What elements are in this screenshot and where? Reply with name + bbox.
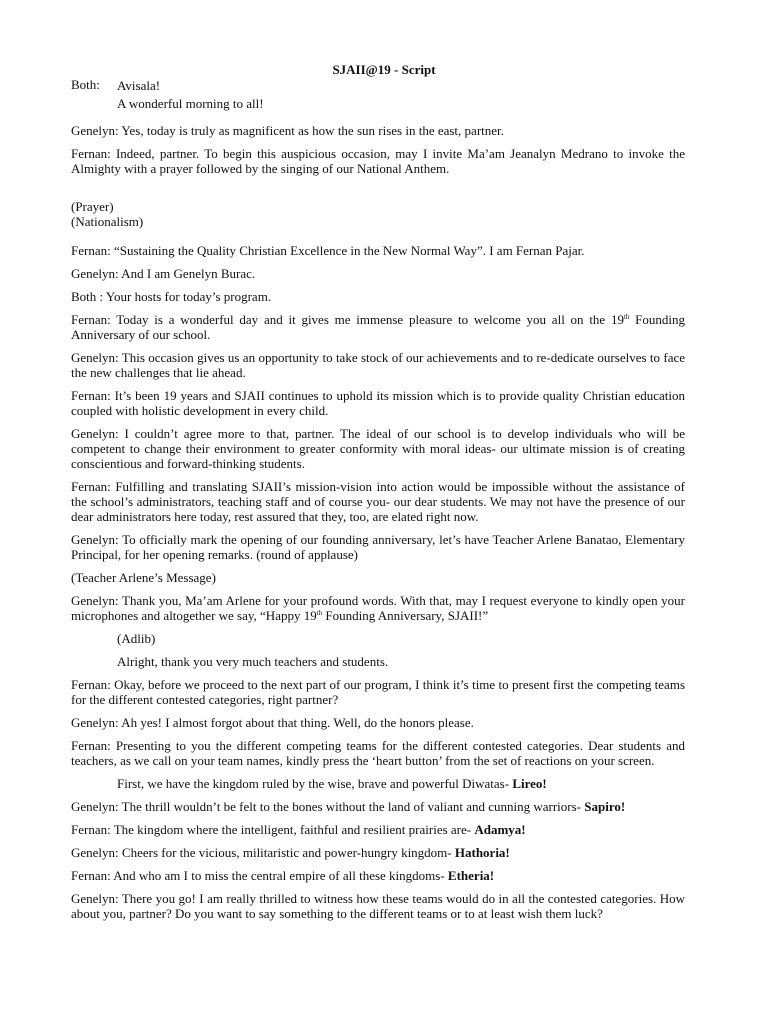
kingdom-intro: Fernan: The kingdom where the intelligent, faithful and resilient prairies are- Adamya!: [71, 822, 526, 837]
kingdom-intro: Fernan: And who am I to miss the central empire of all these kingdoms- Etheria!: [71, 868, 495, 883]
opening-greeting: [71, 77, 685, 113]
paragraph: Fernan: Okay, before we proceed to the next part of our program, I think it’s time to present first the competing teams for the different contested categories, right partner?: [71, 677, 685, 707]
paragraph: Genelyn: Thank you, Ma’am Arlene for your profound words. With that, may I request everyone to kindly open your microphones and altogether we say, “Happy 19th Founding Anniversary, SJAII!”: [71, 593, 685, 623]
kingdom-name: Sapiro!: [584, 799, 626, 814]
paragraph: Alright, thank you very much teachers and students.: [117, 654, 389, 669]
kingdom-name: Etheria!: [447, 868, 495, 883]
paragraph: Genelyn: I couldn’t agree more to that, partner. The ideal of our school is to develop individuals who will be competent to change their environment to greater conformity with moral ideas- our ultimate mission is of creating conscientious and forward-thinking students.: [71, 426, 685, 471]
paragraph: Both : Your hosts for today’s program.: [71, 289, 272, 304]
stage-direction: (Prayer): [71, 199, 114, 214]
speaker-label: Both:: [71, 77, 100, 92]
paragraph: Fernan: Presenting to you the different competing teams for the different contested categories. Dear students and teachers, as we call on your team names, kindly press the ‘heart button’ from the set of reactions on your screen.: [71, 738, 685, 768]
kingdom-intro: Genelyn: The thrill wouldn’t be felt to the bones without the land of valiant and cunning warriors- Sapiro!: [71, 799, 626, 814]
paragraph: Fernan: It’s been 19 years and SJAII continues to uphold its mission which is to provide quality Christian education coupled with holistic development in every child.: [71, 388, 685, 418]
kingdom-intro: Genelyn: Cheers for the vicious, militaristic and power-hungry kingdom- Hathoria!: [71, 845, 510, 860]
greeting-line: A wonderful morning to all!: [117, 96, 264, 111]
paragraph: Fernan: “Sustaining the Quality Christian Excellence in the New Normal Way”. I am Fernan Pajar.: [71, 243, 585, 258]
script-body: [71, 77, 685, 921]
paragraph: Fernan: Indeed, partner. To begin this auspicious occasion, may I invite Ma’am Jeanalyn Medrano to invoke the Almighty with a prayer followed by the singing of our National Anthem.: [71, 146, 685, 176]
paragraph: Genelyn: And I am Genelyn Burac.: [71, 266, 256, 281]
paragraph: Fernan: Fulfilling and translating SJAII’s mission-vision into action would be impossible without the assistance of the school’s administrators, teaching staff and of course you- our dear students. We may not have the presence of our dear administrators here today, rest assured that they, too, are elated right now.: [71, 479, 685, 524]
paragraph: Genelyn: There you go! I am really thrilled to witness how these teams would do in all the contested categories. How about you, partner? Do you want to say something to the different teams or to at least wish them luck?: [71, 891, 685, 921]
kingdom-name: Hathoria!: [454, 845, 510, 860]
page-title: SJAII@19 - Script: [332, 62, 436, 77]
paragraph: Fernan: Today is a wonderful day and it gives me immense pleasure to welcome you all on the 19th Founding Anniversary of our school.: [71, 312, 686, 342]
greeting-line: Avisala!: [117, 78, 161, 93]
paragraph: Genelyn: Yes, today is truly as magnificent as how the sun rises in the east, partner.: [71, 123, 504, 138]
kingdom-name: Adamya!: [474, 822, 526, 837]
stage-direction: (Adlib): [117, 631, 156, 646]
stage-direction: (Nationalism): [71, 214, 144, 229]
kingdom-name: Lireo!: [512, 776, 547, 791]
paragraph: Genelyn: This occasion gives us an opportunity to take stock of our achievements and to re-dedicate ourselves to face the new challenges that lie ahead.: [71, 350, 685, 380]
paragraph: Genelyn: Ah yes! I almost forgot about that thing. Well, do the honors please.: [71, 715, 474, 730]
kingdom-intro: First, we have the kingdom ruled by the wise, brave and powerful Diwatas- Lireo!: [117, 776, 547, 791]
paragraph: Genelyn: To officially mark the opening of our founding anniversary, let’s have Teacher Arlene Banatao, Elementary Principal, for her opening remarks. (round of applause): [71, 532, 685, 562]
stage-direction: (Teacher Arlene’s Message): [71, 570, 216, 585]
